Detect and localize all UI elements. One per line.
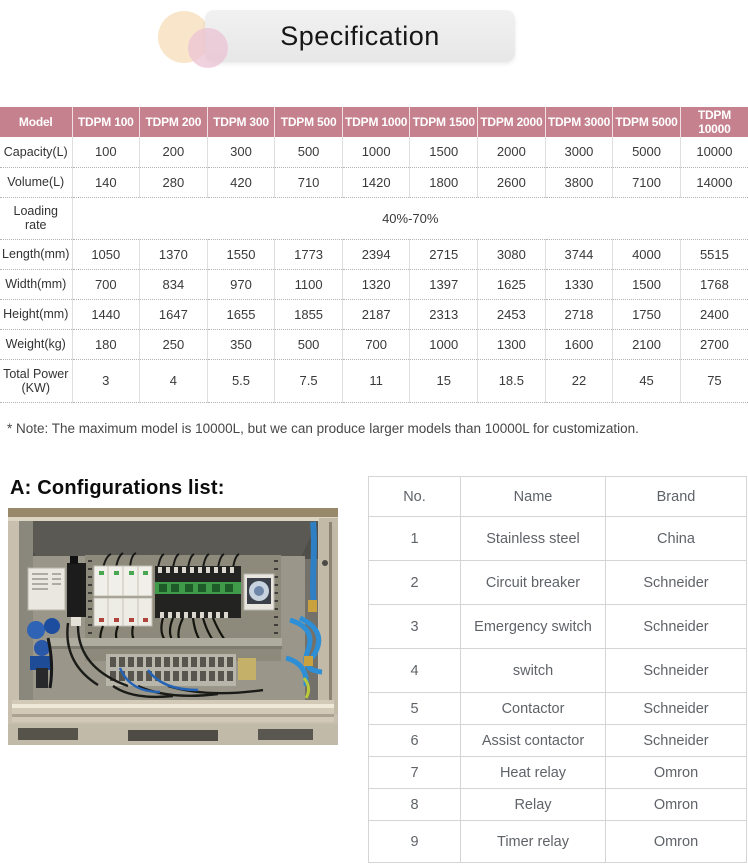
spec-value-cell: 1330 — [545, 269, 613, 299]
spec-header-cell: TDPM 500 — [275, 107, 343, 137]
config-name-cell: Assist contactor — [461, 725, 606, 757]
spec-row-label: Loading rate — [0, 197, 72, 239]
config-brand-cell: China — [606, 517, 747, 561]
spec-value-cell: 1800 — [410, 167, 478, 197]
spec-value-cell: 1420 — [342, 167, 410, 197]
spec-value-cell: 75 — [680, 359, 748, 402]
config-row-7 — [369, 757, 747, 789]
spec-value-cell: 1500 — [410, 137, 478, 167]
spec-row-label: Height(mm) — [0, 299, 72, 329]
spec-header-cell: TDPM 5000 — [613, 107, 681, 137]
config-name-cell: Emergency switch — [461, 605, 606, 649]
config-brand-cell: Schneider — [606, 605, 747, 649]
spec-value-cell: 5000 — [613, 137, 681, 167]
section-title-banner — [205, 10, 515, 62]
spec-row-label: Length(mm) — [0, 239, 72, 269]
configurations-table-body — [369, 517, 747, 863]
config-brand-cell: Schneider — [606, 649, 747, 693]
config-name-cell: switch — [461, 649, 606, 693]
spec-value-cell: 1050 — [72, 239, 140, 269]
spec-value-cell: 1440 — [72, 299, 140, 329]
spec-header-cell: TDPM 1000 — [342, 107, 410, 137]
spec-value-cell: 140 — [72, 167, 140, 197]
spec-value-cell: 3 — [72, 359, 140, 402]
spec-value-cell: 45 — [613, 359, 681, 402]
spec-value-cell: 3000 — [545, 137, 613, 167]
config-no-cell: 6 — [369, 725, 461, 757]
spec-value-cell: 1647 — [140, 299, 208, 329]
config-name-cell: Contactor — [461, 693, 606, 725]
spec-value-cell: 710 — [275, 167, 343, 197]
spec-header-cell: Model — [0, 107, 72, 137]
spec-value-cell: 250 — [140, 329, 208, 359]
config-no-cell: 9 — [369, 821, 461, 863]
config-no-cell: 5 — [369, 693, 461, 725]
control-panel-photo — [8, 508, 338, 745]
spec-value-cell: 100 — [72, 137, 140, 167]
spec-value-cell: 2453 — [478, 299, 546, 329]
spec-value-cell: 2313 — [410, 299, 478, 329]
spec-value-cell: 4 — [140, 359, 208, 402]
config-brand-cell: Omron — [606, 821, 747, 863]
config-row-2 — [369, 561, 747, 605]
configurations-heading: A: Configurations list: — [10, 477, 225, 499]
page-title: Specification — [280, 20, 440, 51]
spec-value-cell: 2718 — [545, 299, 613, 329]
config-name-cell: Timer relay — [461, 821, 606, 863]
spec-value-cell: 1600 — [545, 329, 613, 359]
spec-value-cell: 22 — [545, 359, 613, 402]
spec-header-cell: TDPM 100 — [72, 107, 140, 137]
spec-value-cell: 7.5 — [275, 359, 343, 402]
spec-span-value: 40%-70% — [72, 197, 748, 239]
spec-value-cell: 2600 — [478, 167, 546, 197]
spec-row-length-mm — [0, 239, 748, 269]
spec-value-cell: 1625 — [478, 269, 546, 299]
spec-row-volume-l — [0, 167, 748, 197]
spec-row-loading-rate — [0, 197, 748, 239]
config-no-cell: 3 — [369, 605, 461, 649]
spec-value-cell: 1768 — [680, 269, 748, 299]
spec-value-cell: 2187 — [342, 299, 410, 329]
spec-value-cell: 1370 — [140, 239, 208, 269]
spec-value-cell: 1000 — [342, 137, 410, 167]
spec-value-cell: 2400 — [680, 299, 748, 329]
spec-value-cell: 1655 — [207, 299, 275, 329]
configurations-table — [368, 476, 747, 863]
spec-value-cell: 420 — [207, 167, 275, 197]
config-name-cell: Circuit breaker — [461, 561, 606, 605]
spec-value-cell: 834 — [140, 269, 208, 299]
spec-header-cell: TDPM 300 — [207, 107, 275, 137]
specification-table-head — [0, 107, 748, 137]
spec-row-label: Weight(kg) — [0, 329, 72, 359]
configurations-table-head — [369, 477, 747, 517]
spec-value-cell: 11 — [342, 359, 410, 402]
config-row-1 — [369, 517, 747, 561]
config-no-cell: 4 — [369, 649, 461, 693]
spec-value-cell: 1100 — [275, 269, 343, 299]
config-row-9 — [369, 821, 747, 863]
spec-value-cell: 1550 — [207, 239, 275, 269]
spec-row-total-power-kw — [0, 359, 748, 402]
spec-value-cell: 300 — [207, 137, 275, 167]
spec-value-cell: 14000 — [680, 167, 748, 197]
spec-value-cell: 2100 — [613, 329, 681, 359]
config-row-5 — [369, 693, 747, 725]
spec-value-cell: 15 — [410, 359, 478, 402]
spec-value-cell: 180 — [72, 329, 140, 359]
spec-value-cell: 1300 — [478, 329, 546, 359]
spec-value-cell: 1397 — [410, 269, 478, 299]
spec-value-cell: 500 — [275, 137, 343, 167]
config-no-cell: 7 — [369, 757, 461, 789]
config-no-cell: 1 — [369, 517, 461, 561]
config-name-cell: Heat relay — [461, 757, 606, 789]
spec-value-cell: 280 — [140, 167, 208, 197]
config-brand-cell: Schneider — [606, 693, 747, 725]
spec-value-cell: 1000 — [410, 329, 478, 359]
config-header-cell: No. — [369, 477, 461, 517]
spec-value-cell: 700 — [342, 329, 410, 359]
spec-value-cell: 500 — [275, 329, 343, 359]
spec-row-label: Total Power (KW) — [0, 359, 72, 402]
spec-row-label: Width(mm) — [0, 269, 72, 299]
spec-value-cell: 7100 — [613, 167, 681, 197]
spec-value-cell: 4000 — [613, 239, 681, 269]
spec-value-cell: 5.5 — [207, 359, 275, 402]
spec-header-cell: TDPM 1500 — [410, 107, 478, 137]
spec-value-cell: 200 — [140, 137, 208, 167]
spec-value-cell: 10000 — [680, 137, 748, 167]
config-no-cell: 8 — [369, 789, 461, 821]
note-text: * Note: The maximum model is 10000L, but we can produce larger models than 10000L for customization. — [7, 421, 639, 436]
spec-header-row — [0, 107, 748, 137]
spec-value-cell: 350 — [207, 329, 275, 359]
spec-value-cell: 1750 — [613, 299, 681, 329]
spec-value-cell: 3800 — [545, 167, 613, 197]
specification-table-body — [0, 137, 748, 402]
config-header-cell: Brand — [606, 477, 747, 517]
spec-value-cell: 2700 — [680, 329, 748, 359]
config-row-3 — [369, 605, 747, 649]
config-row-8 — [369, 789, 747, 821]
config-brand-cell: Schneider — [606, 725, 747, 757]
spec-value-cell: 1320 — [342, 269, 410, 299]
spec-value-cell: 1500 — [613, 269, 681, 299]
spec-value-cell: 3744 — [545, 239, 613, 269]
config-no-cell: 2 — [369, 561, 461, 605]
config-brand-cell: Omron — [606, 789, 747, 821]
spec-value-cell: 3080 — [478, 239, 546, 269]
config-brand-cell: Schneider — [606, 561, 747, 605]
spec-row-capacity-l — [0, 137, 748, 167]
config-row-6 — [369, 725, 747, 757]
spec-header-cell: TDPM 200 — [140, 107, 208, 137]
spec-row-label: Capacity(L) — [0, 137, 72, 167]
decorative-pink-circle — [188, 28, 228, 68]
spec-row-weight-kg — [0, 329, 748, 359]
spec-header-cell: TDPM 3000 — [545, 107, 613, 137]
spec-value-cell: 1855 — [275, 299, 343, 329]
config-header-row — [369, 477, 747, 517]
spec-value-cell: 2394 — [342, 239, 410, 269]
config-name-cell: Relay — [461, 789, 606, 821]
spec-row-label: Volume(L) — [0, 167, 72, 197]
spec-value-cell: 2000 — [478, 137, 546, 167]
spec-header-cell: TDPM 2000 — [478, 107, 546, 137]
spec-row-width-mm — [0, 269, 748, 299]
spec-value-cell: 970 — [207, 269, 275, 299]
config-brand-cell: Omron — [606, 757, 747, 789]
spec-value-cell: 700 — [72, 269, 140, 299]
config-row-4 — [369, 649, 747, 693]
spec-row-height-mm — [0, 299, 748, 329]
spec-value-cell: 18.5 — [478, 359, 546, 402]
spec-value-cell: 5515 — [680, 239, 748, 269]
spec-value-cell: 1773 — [275, 239, 343, 269]
spec-header-cell: TDPM 10000 — [680, 107, 748, 137]
specification-table — [0, 107, 748, 403]
config-name-cell: Stainless steel — [461, 517, 606, 561]
spec-value-cell: 2715 — [410, 239, 478, 269]
config-header-cell: Name — [461, 477, 606, 517]
